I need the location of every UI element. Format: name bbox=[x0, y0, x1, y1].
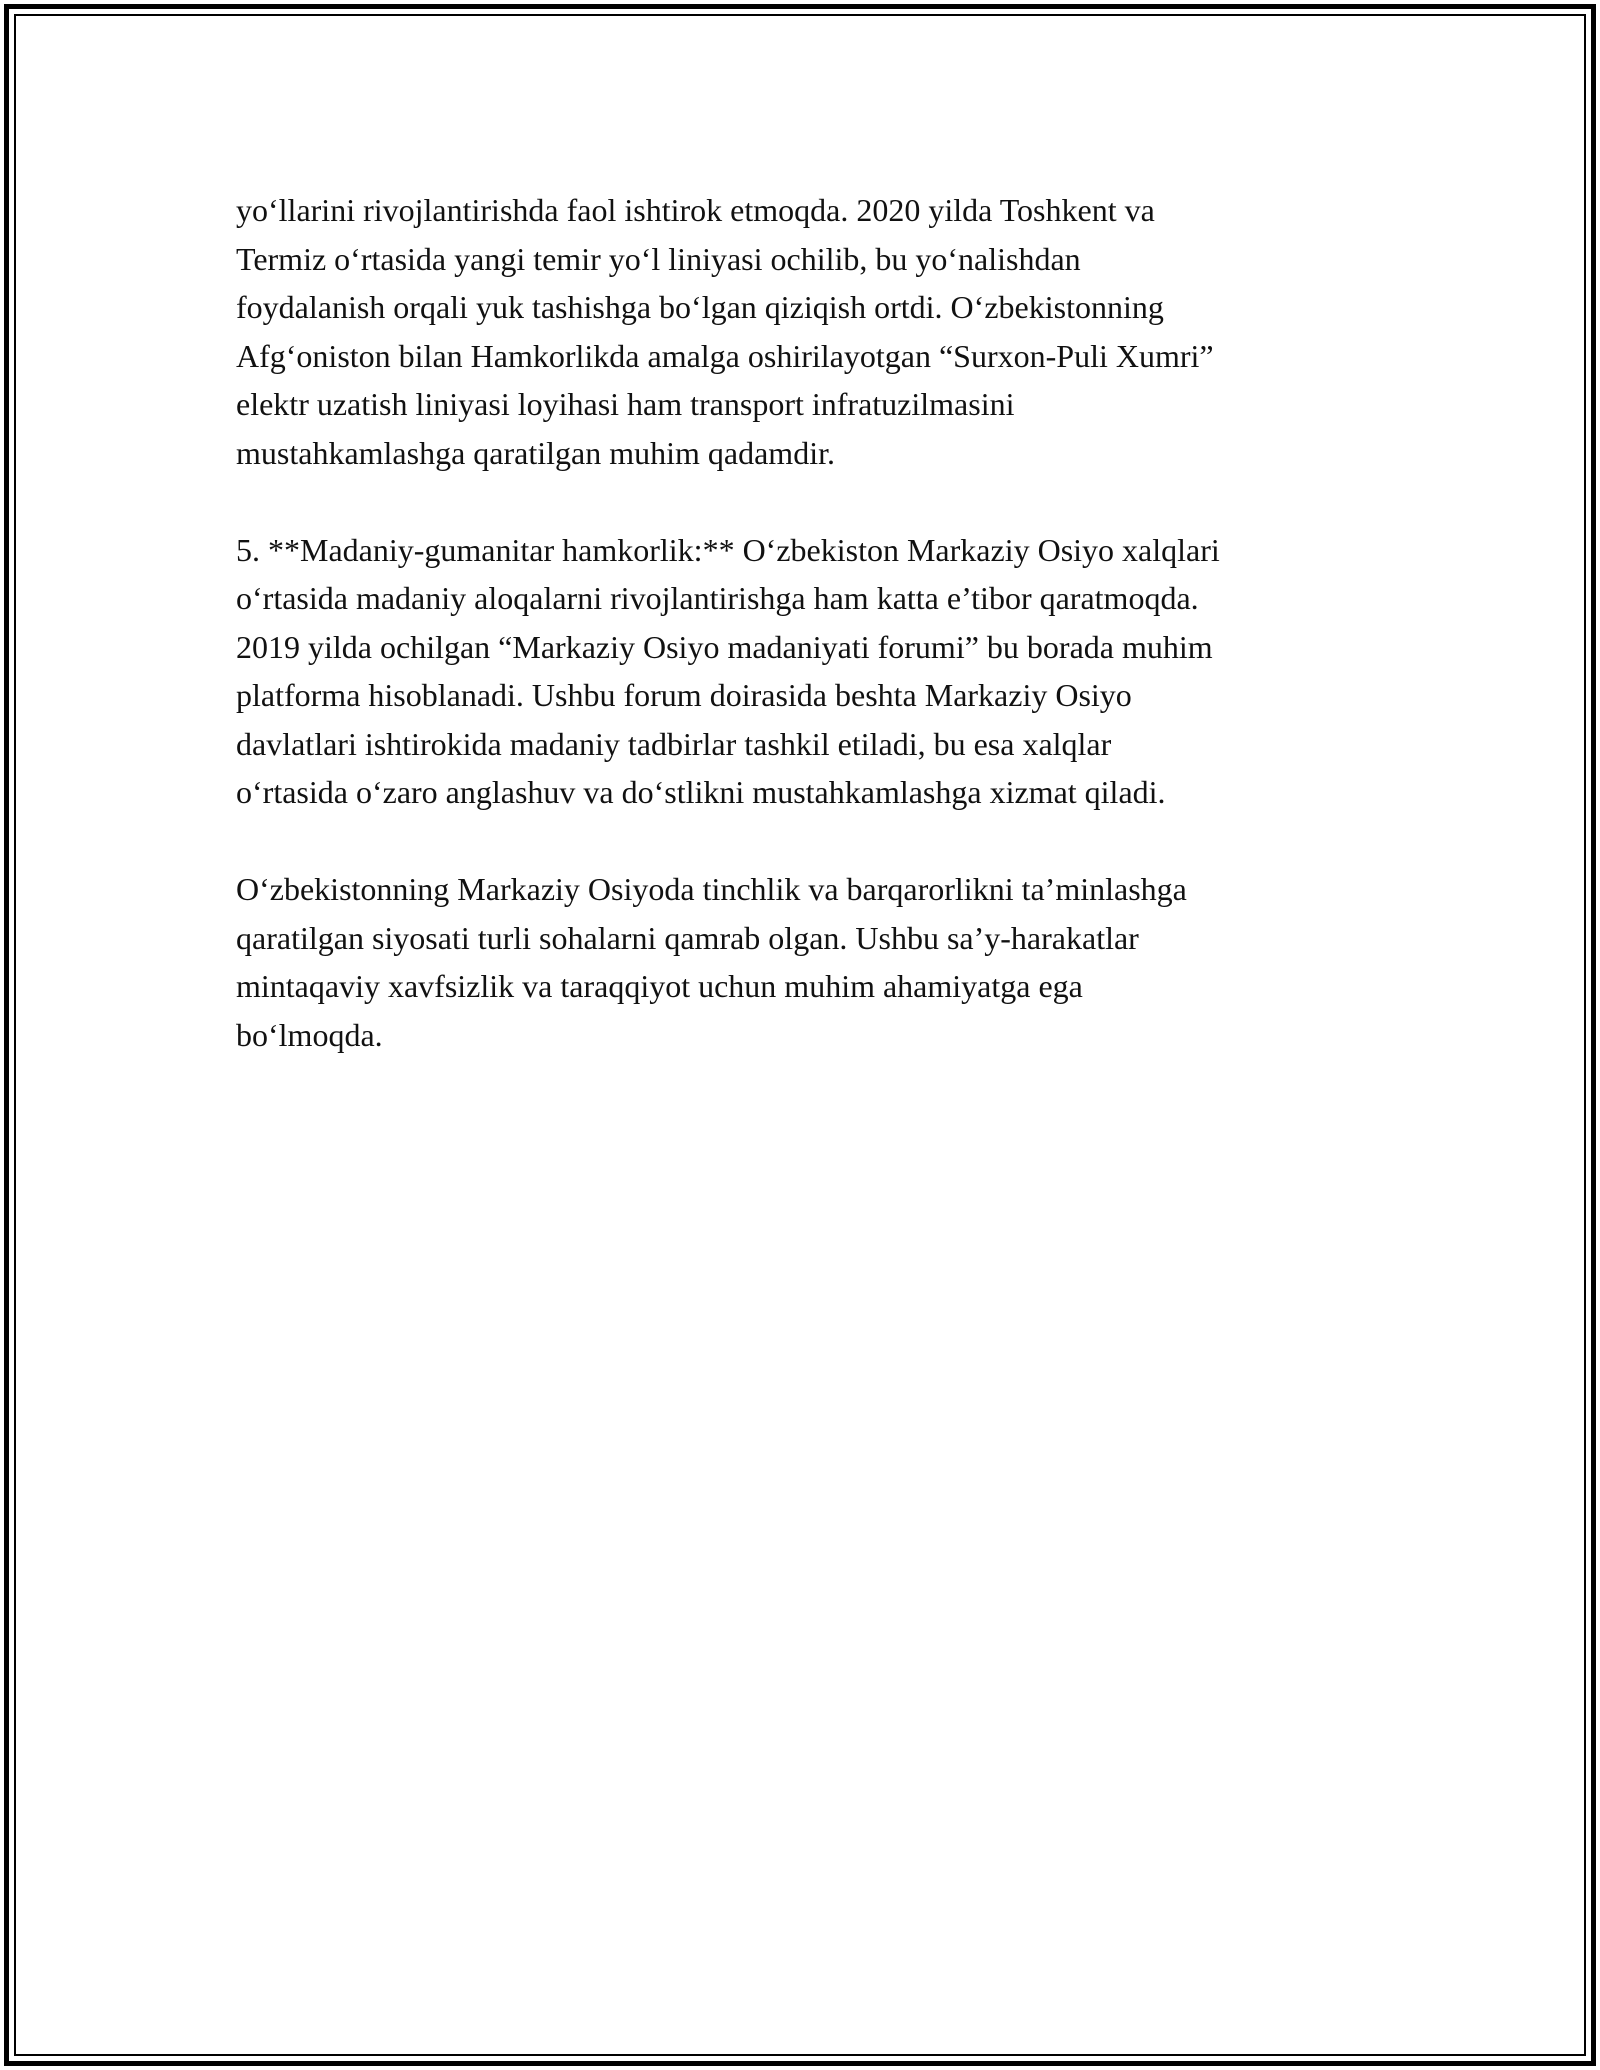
paragraph-conclusion bbox=[236, 865, 1376, 1059]
document-body bbox=[236, 186, 1376, 1108]
text-line: bo‘lmoqda. bbox=[236, 1016, 383, 1053]
text-line: mintaqaviy xavfsizlik va taraqqiyot uchun muhim ahamiyatga ega bbox=[236, 968, 1083, 1004]
text-line: o‘rtasida madaniy aloqalarni rivojlantirishga ham katta e’tibor qaratmoqda. bbox=[236, 580, 1199, 616]
text-line: mustahkamlashga qaratilgan muhim qadamdir. bbox=[236, 434, 835, 471]
text-line: Afg‘oniston bilan Hamkorlikda amalga oshirilayotgan “Surxon-Puli Xumri” bbox=[236, 337, 1214, 374]
text-line: qaratilgan siyosati turli sohalarni qamrab olgan. Ushbu sa’y-harakatlar bbox=[236, 919, 1139, 956]
paragraph-transport bbox=[236, 186, 1376, 477]
text-line: yo‘llarini rivojlantirishda faol ishtirok etmoqda. 2020 yilda Toshkent va bbox=[236, 192, 1155, 228]
text-line: foydalanish orqali yuk tashishga bo‘lgan qiziqish ortdi. O‘zbekistonning bbox=[236, 289, 1164, 325]
text-line: platforma hisoblanadi. Ushbu forum doirasida beshta Markaziy Osiyo bbox=[236, 677, 1132, 713]
text-line: davlatlari ishtirokida madaniy tadbirlar tashkil etiladi, bu esa xalqlar bbox=[236, 725, 1112, 762]
text-line: o‘rtasida o‘zaro anglashuv va do‘stlikni mustahkamlashga xizmat qiladi. bbox=[236, 774, 1166, 810]
text-line: O‘zbekistonning Markaziy Osiyoda tinchlik va barqarorlikni ta’minlashga bbox=[236, 871, 1187, 907]
paragraph-cultural-cooperation bbox=[236, 526, 1376, 817]
text-line: Termiz o‘rtasida yangi temir yo‘l liniyasi ochilib, bu yo‘nalishdan bbox=[236, 240, 1081, 277]
text-line: 5. **Madaniy-gumanitar hamkorlik:** O‘zbekiston Markaziy Osiyo xalqlari bbox=[236, 531, 1220, 568]
text-line: elektr uzatish liniyasi loyihasi ham transport infratuzilmasini bbox=[236, 386, 1015, 422]
text-line: 2019 yilda ochilgan “Markaziy Osiyo madaniyati forumi” bu borada muhim bbox=[236, 628, 1213, 665]
